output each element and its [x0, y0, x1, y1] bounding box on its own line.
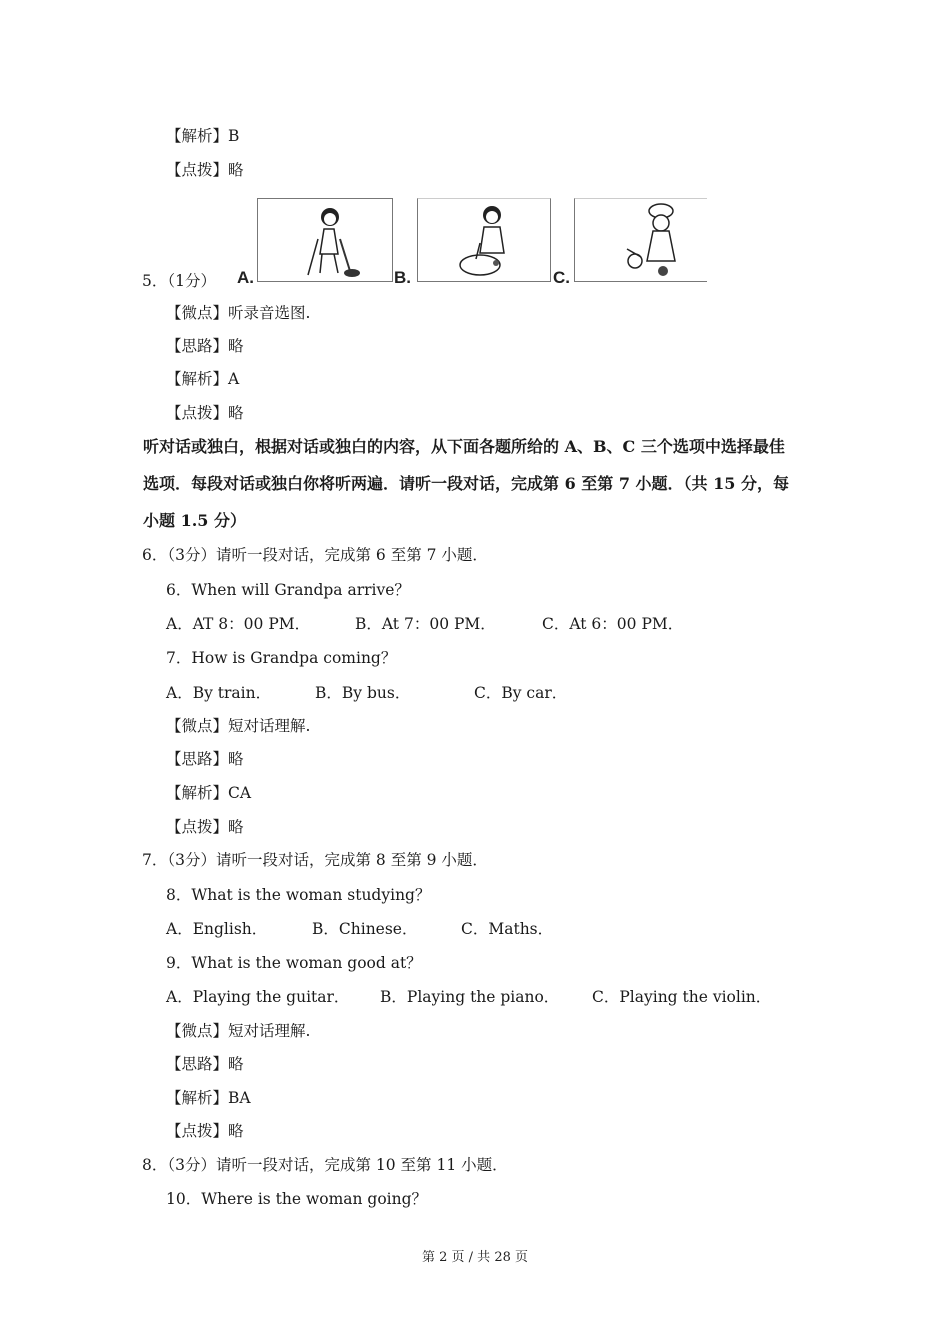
answer-approach: 【思路】略: [166, 1055, 244, 1073]
answer-point: 【微点】短对话理解.: [166, 717, 311, 735]
option-c: C．By car．: [474, 684, 568, 702]
answer-analysis: 【解析】BA: [166, 1089, 251, 1107]
choice-c-label: C.: [553, 268, 570, 287]
answer-approach: 【思路】略: [166, 750, 244, 768]
question-header: 8．（3分）请听一段对话，完成第 10 至第 11 小题．: [142, 1156, 508, 1174]
section-instructions-line3: 小题 1.5 分）: [143, 511, 246, 530]
picture-b: [417, 198, 551, 282]
option-a: A．AT 8：00 PM．: [166, 615, 311, 633]
section-instructions-line1: 听对话或独白，根据对话或独白的内容，从下面各题所给的 A、B、C 三个选项中选择最佳: [143, 437, 785, 456]
answer-analysis: 【解析】CA: [166, 784, 252, 802]
answer-tip: 【点拨】略: [166, 404, 244, 422]
option-b: B．Playing the piano．: [380, 988, 560, 1006]
option-a: A．By train．: [166, 684, 272, 702]
sub-question: 10．Where is the woman going？: [166, 1190, 428, 1208]
choice-b-label: B.: [394, 268, 411, 287]
picture-a: [257, 198, 393, 282]
sub-question: 6．When will Grandpa arrive？: [166, 581, 410, 599]
sub-question: 8．What is the woman studying？: [166, 886, 431, 904]
answer-tip: 【点拨】略: [166, 161, 244, 179]
option-b: B．Chinese．: [312, 920, 418, 938]
page-footer: 第 2 页 / 共 28 页: [422, 1250, 528, 1265]
picture-c: [574, 198, 707, 282]
answer-tip: 【点拨】略: [166, 1122, 244, 1140]
option-c: C．Maths．: [461, 920, 554, 938]
option-c: C．Playing the violin．: [592, 988, 772, 1006]
option-a: A．English．: [166, 920, 268, 938]
answer-analysis: 【解析】B: [166, 127, 240, 145]
section-instructions-line2: 选项．每段对话或独白你将听两遍．请听一段对话，完成第 6 至第 7 小题．（共 15 分，每: [143, 474, 789, 493]
answer-tip: 【点拨】略: [166, 818, 244, 836]
sub-question: 7．How is Grandpa coming？: [166, 649, 397, 667]
question-header: 6．（3分）请听一段对话，完成第 6 至第 7 小题．: [142, 546, 488, 564]
sub-question: 9．What is the woman good at？: [166, 954, 422, 972]
answer-point: 【微点】听录音选图.: [166, 304, 311, 322]
option-a: A．Playing the guitar．: [166, 988, 350, 1006]
answer-point: 【微点】短对话理解.: [166, 1022, 311, 1040]
option-b: B．By bus．: [315, 684, 411, 702]
question-number: 5．（1分）: [142, 272, 216, 290]
answer-approach: 【思路】略: [166, 337, 244, 355]
option-c: C．At 6：00 PM．: [542, 615, 684, 633]
option-b: B．At 7：00 PM．: [355, 615, 496, 633]
answer-analysis: 【解析】A: [166, 370, 240, 388]
choice-a-label: A.: [237, 268, 254, 287]
question-header: 7．（3分）请听一段对话，完成第 8 至第 9 小题．: [142, 851, 488, 869]
